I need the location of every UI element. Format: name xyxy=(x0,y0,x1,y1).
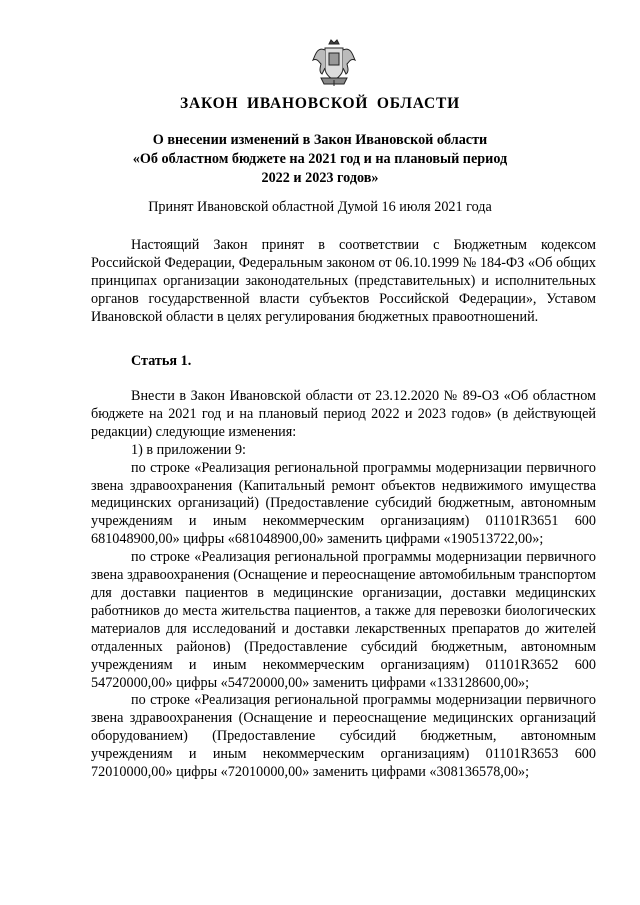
document-subtitle xyxy=(60,131,580,188)
preamble-block xyxy=(91,237,596,327)
amendment-clause: по строке «Реализация региональной программы модернизации первичного звена здравоохранения (Оснащение и переоснащение автомобильным транспортом для доставки пациентов в медицинские организации, доставки медицинских работников до места жительства пациентов, а также для перевозки биологических материалов для исследований и доставки лекарственных препаратов до жителей отдаленных районов) (Предоставление субсидий бюджетным, автономным учреждениям и иным некоммерческим организациям) 01101R3652 600 54720000,00» цифры «54720000,00» заменить цифрами «133128600,00»; xyxy=(91,549,596,691)
amendment-clause: по строке «Реализация региональной программы модернизации первичного звена здравоохранения (Капитальный ремонт объектов недвижимого имущества медицинских организаций) (Предоставление субсидий бюджетным, автономным учреждениям и иным некоммерческим организациям) 01101R3651 600 681048900,00» цифры «681048900,00» заменить цифрами «190513722,00»; xyxy=(91,459,596,548)
document-title: ЗАКОН ИВАНОВСКОЙ ОБЛАСТИ xyxy=(180,95,460,112)
article-heading: Статья 1. xyxy=(131,353,192,369)
subtitle-line: 2022 и 2023 годов» xyxy=(261,170,379,186)
adoption-note: Принят Ивановской областной Думой 16 июля 2021 года xyxy=(148,199,492,215)
coat-of-arms-icon xyxy=(311,38,357,88)
item-heading: 1) в приложении 9: xyxy=(131,441,246,458)
preamble-paragraph: Настоящий Закон принят в соответствии с Бюджетным кодексом Российской Федерации, Федеральным законом от 06.10.1999 № 184-ФЗ «Об общих принципах организации законодательных (представительных) и исполнительных органов государственной власти субъектов Российской Федерации», Уставом Ивановской области в целях регулирования бюджетных правоотношений. xyxy=(91,237,596,325)
subtitle-line: «Об областном бюджете на 2021 год и на плановый период xyxy=(132,151,508,167)
article-body xyxy=(91,388,596,782)
amendment-clause: по строке «Реализация региональной программы модернизации первичного звена здравоохранения (Оснащение и переоснащение медицинских организаций оборудованием) (Предоставление субсидий бюджетным, автономным учреждениям и иным некоммерческим организациям) 01101R3653 600 72010000,00» цифры «72010000,00» заменить цифрами «308136578,00»; xyxy=(91,692,596,781)
subtitle-line: О внесении изменений в Закон Ивановской области xyxy=(152,132,488,148)
article-intro: Внести в Закон Ивановской области от 23.12.2020 № 89-ОЗ «Об областном бюджете на 2021 год и на плановый период 2022 и 2023 годов» (в действующей редакции) следующие изменения: xyxy=(91,388,596,440)
